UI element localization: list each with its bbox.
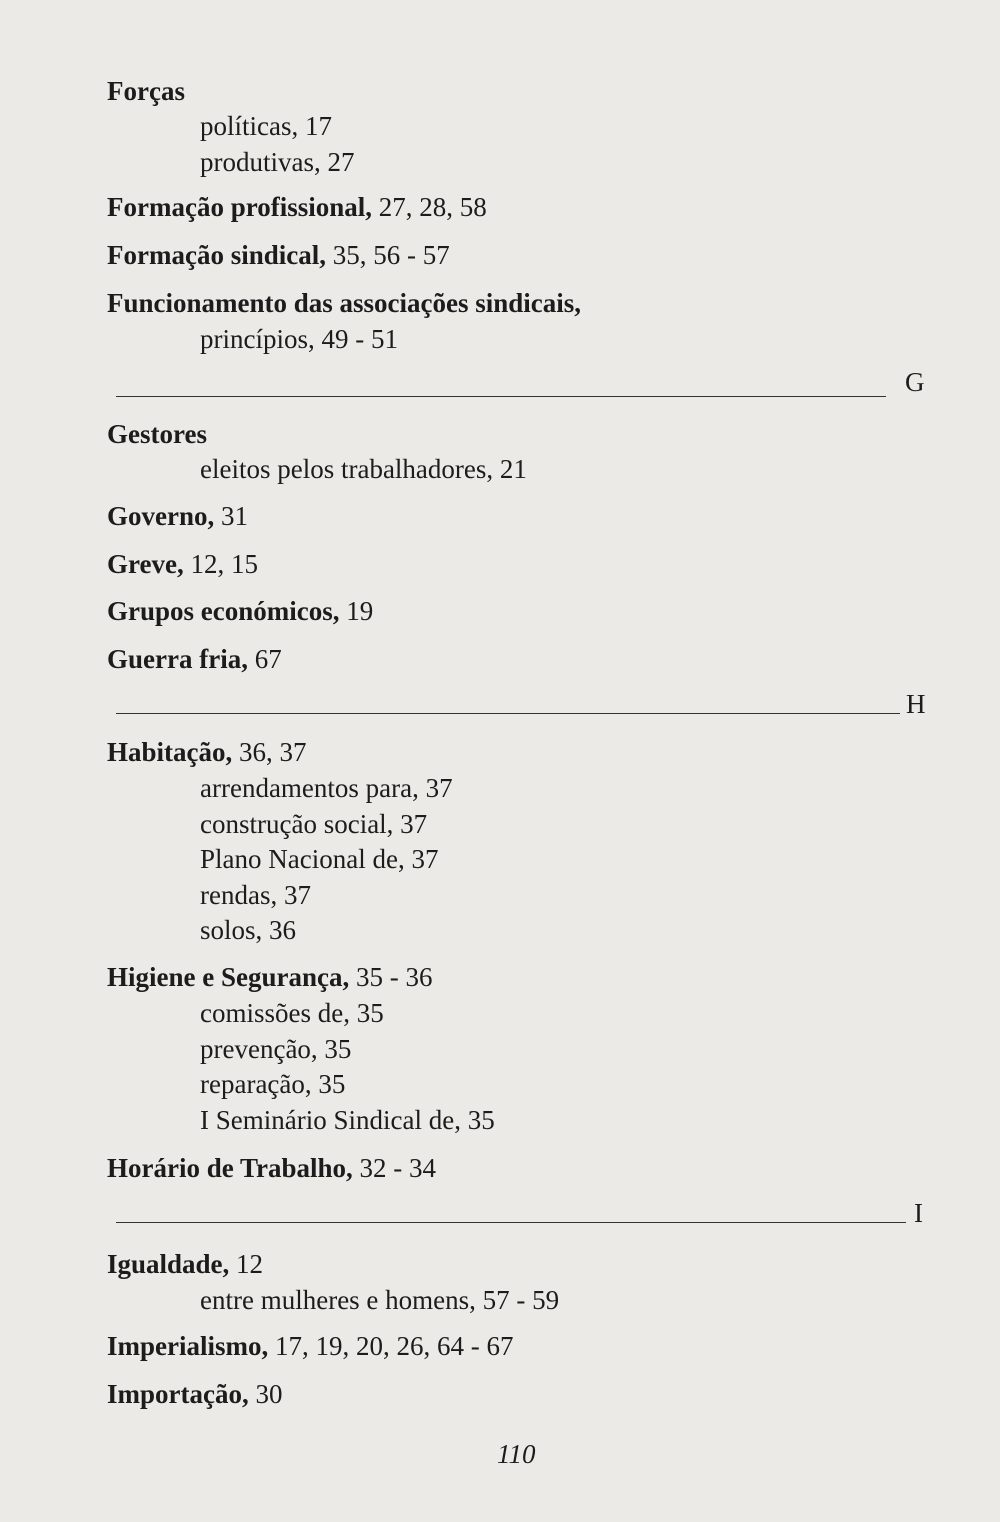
subentry-text: construção social, 37 [200, 809, 428, 839]
index-term: Imperialismo, [107, 1331, 269, 1361]
subentry-text: prevenção, 35 [200, 1034, 352, 1064]
index-pages: 35, 56 - 57 [325, 240, 450, 270]
index-term: Governo, [107, 501, 215, 531]
subentry-text: políticas, 17 [200, 111, 332, 141]
section-divider-i [116, 1222, 906, 1223]
index-pages: 32 - 34 [352, 1153, 437, 1183]
index-term: Importação, [107, 1379, 249, 1409]
index-entry-formacao-profissional [107, 191, 487, 223]
index-subentry [200, 1284, 559, 1316]
index-pages: 12, 15 [183, 549, 258, 579]
index-subentry [200, 453, 527, 485]
index-pages: 67 [247, 644, 282, 674]
index-term: Habitação, [107, 737, 233, 767]
index-term: Gestores [107, 419, 207, 449]
subentry-text: eleitos pelos trabalhadores, 21 [200, 454, 527, 484]
index-term: Igualdade, [107, 1249, 230, 1279]
section-letter-g: G [905, 367, 925, 397]
index-term: Formação sindical, [107, 240, 326, 270]
index-subentry [200, 1033, 351, 1065]
index-entry-igualdade [107, 1248, 263, 1280]
index-pages: 17, 19, 20, 26, 64 - 67 [268, 1331, 514, 1361]
index-entry-importacao [107, 1378, 282, 1410]
index-subentry [200, 997, 384, 1029]
index-subentry [200, 323, 398, 355]
index-pages: 30 [248, 1379, 283, 1409]
index-entry-forcas [107, 75, 185, 107]
index-term: Formação profissional, [107, 192, 372, 222]
index-subentry [200, 914, 296, 946]
subentry-text: arrendamentos para, 37 [200, 773, 453, 803]
index-entry-imperialismo [107, 1330, 514, 1362]
index-entry-governo [107, 500, 248, 532]
index-term: Higiene e Segurança, [107, 962, 350, 992]
index-pages: 19 [339, 596, 374, 626]
index-subentry [200, 1068, 345, 1100]
section-divider-h [116, 713, 900, 714]
index-subentry [200, 772, 453, 804]
index-term: Horário de Trabalho, [107, 1153, 353, 1183]
index-term: Grupos económicos, [107, 596, 340, 626]
index-term: Guerra fria, [107, 644, 248, 674]
subentry-text: I Seminário Sindical de, 35 [200, 1105, 495, 1135]
index-entry-horario [107, 1152, 436, 1184]
subentry-text: Plano Nacional de, 37 [200, 844, 439, 874]
subentry-text: reparação, 35 [200, 1069, 346, 1099]
index-subentry [200, 879, 311, 911]
subentry-text: solos, 36 [200, 915, 297, 945]
index-term: Forças [107, 76, 185, 106]
index-entry-greve [107, 548, 258, 580]
index-pages: 12 [229, 1249, 264, 1279]
index-subentry [200, 808, 427, 840]
index-term: Greve, [107, 549, 184, 579]
subentry-text: princípios, 49 - 51 [200, 324, 398, 354]
index-entry-funcionamento [107, 287, 581, 319]
section-letter-i: I [914, 1198, 923, 1228]
index-entry-higiene [107, 961, 432, 993]
subentry-text: entre mulheres e homens, 57 - 59 [200, 1285, 560, 1315]
index-pages: 35 - 36 [349, 962, 433, 992]
index-entry-habitacao [107, 736, 307, 768]
index-subentry [200, 146, 355, 178]
index-subentry [200, 1104, 495, 1136]
page-number: 110 [497, 1439, 536, 1469]
subentry-text: produtivas, 27 [200, 147, 355, 177]
section-letter-h: H [906, 689, 926, 719]
index-entry-gestores [107, 418, 207, 450]
index-pages: 36, 37 [232, 737, 307, 767]
index-pages: 27, 28, 58 [372, 192, 487, 222]
index-pages: 31 [214, 501, 248, 531]
index-subentry [200, 110, 332, 142]
subentry-text: comissões de, 35 [200, 998, 384, 1028]
index-entry-formacao-sindical [107, 239, 450, 271]
subentry-text: rendas, 37 [200, 880, 311, 910]
index-term: Funcionamento das associações sindicais, [107, 288, 582, 318]
section-divider-g [116, 396, 886, 397]
index-entry-guerra-fria [107, 643, 282, 675]
index-entry-grupos-economicos [107, 595, 373, 627]
index-subentry [200, 843, 438, 875]
